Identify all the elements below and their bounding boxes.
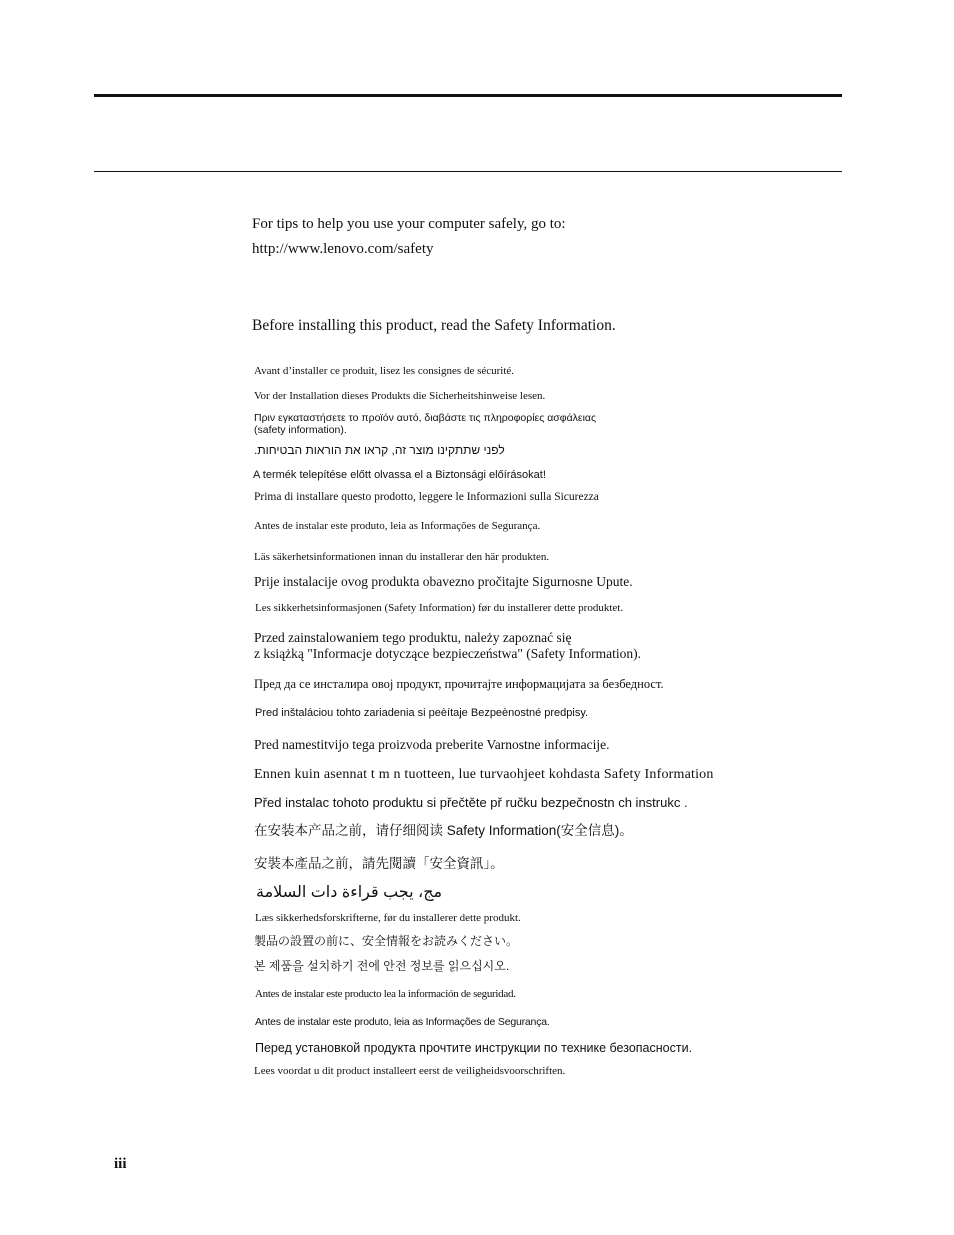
notice-chinese-traditional: 安裝本產品之前，請先閱讀「安全資訊」。	[254, 856, 504, 871]
notice-greek-line2: (safety information).	[254, 424, 347, 436]
safety-url[interactable]: http://www.lenovo.com/safety	[252, 241, 434, 257]
notice-polish-line1: Przed zainstalowaniem tego produktu, należy zapoznać się	[254, 630, 572, 645]
notice-dutch: Lees voordat u dit product installeert eerst de veiligheidsvoorschriften.	[254, 1065, 566, 1077]
notice-danish: Læs sikkerhedsforskrifterne, før du installerer dette produkt.	[255, 912, 521, 924]
notice-hebrew: לפני שתתקינו מוצר זה, קראו את הוראות הבטיחות.	[254, 443, 505, 457]
tips-intro: For tips to help you use your computer safely, go to:	[252, 216, 566, 232]
header-rule-thin	[94, 171, 842, 172]
page-number: iii	[114, 1156, 127, 1172]
notice-portuguese: Antes de instalar este produto, leia as Informações de Segurança.	[255, 1016, 550, 1028]
notice-russian: Перед установкой продукта прочтите инструкции по технике безопасности.	[255, 1041, 693, 1055]
notice-slovenian: Pred namestitvijo tega proizvoda preberite Varnostne informacije.	[254, 737, 610, 752]
notice-french: Avant d’installer ce produit, lisez les consignes de sécurité.	[254, 365, 515, 377]
notice-italian: Prima di installare questo prodotto, leggere le Informazioni sulla Sicurezza	[254, 491, 599, 503]
notice-german: Vor der Installation dieses Produkts die Sicherheitshinweise lesen.	[254, 390, 546, 402]
notice-polish-line2: z książką "Informacje dotyczące bezpieczeństwa" (Safety Information).	[254, 646, 641, 661]
notice-czech: Před instalac tohoto produktu si přečtěte př ručku bezpečnostn ch instrukc .	[254, 795, 688, 810]
notice-hungarian: A termék telepítése előtt olvassa el a Biztonsági előírásokat!	[253, 469, 546, 481]
notice-korean: 본 제품을 설치하기 전에 안전 정보를 읽으십시오.	[254, 959, 510, 973]
notice-norwegian: Les sikkerhetsinformasjonen (Safety Information) før du installerer dette produktet.	[255, 602, 624, 614]
notice-spanish: Antes de instalar este producto lea la información de seguridad.	[255, 988, 516, 1000]
notice-finnish: Ennen kuin asennat t m n tuotteen, lue turvaohjeet kohdasta Safety Information	[254, 767, 714, 782]
notice-slovak: Pred inštaláciou tohto zariadenia si peèítaje Bezpeènostné predpisy.	[255, 707, 589, 719]
notice-greek-line1: Πριν εγκαταστήσετε το προϊόν αυτό, διαβάστε τις πληροφορίες ασφάλειας	[254, 412, 597, 424]
notice-chinese-simplified: 在安装本产品之前，请仔细阅读 Safety Information(安全信息)。	[254, 823, 633, 838]
notice-swedish: Läs säkerhetsinformationen innan du installerar den här produkten.	[254, 551, 550, 563]
before-install-notice: Before installing this product, read the Safety Information.	[252, 317, 616, 334]
notice-portuguese-br: Antes de instalar este produto, leia as Informações de Segurança.	[254, 520, 541, 532]
notice-japanese: 製品の設置の前に、安全情報をお読みください。	[254, 934, 519, 948]
header-rule-thick	[94, 94, 842, 97]
notice-macedonian: Пред да се инсталира овој продукт, прочитајте информацијата за безбедност.	[254, 677, 664, 691]
notice-arabic: مج، يجب قراءة دات السلامة	[256, 884, 443, 901]
notice-croatian: Prije instalacije ovog produkta obavezno pročitajte Sigurnosne Upute.	[254, 574, 633, 589]
